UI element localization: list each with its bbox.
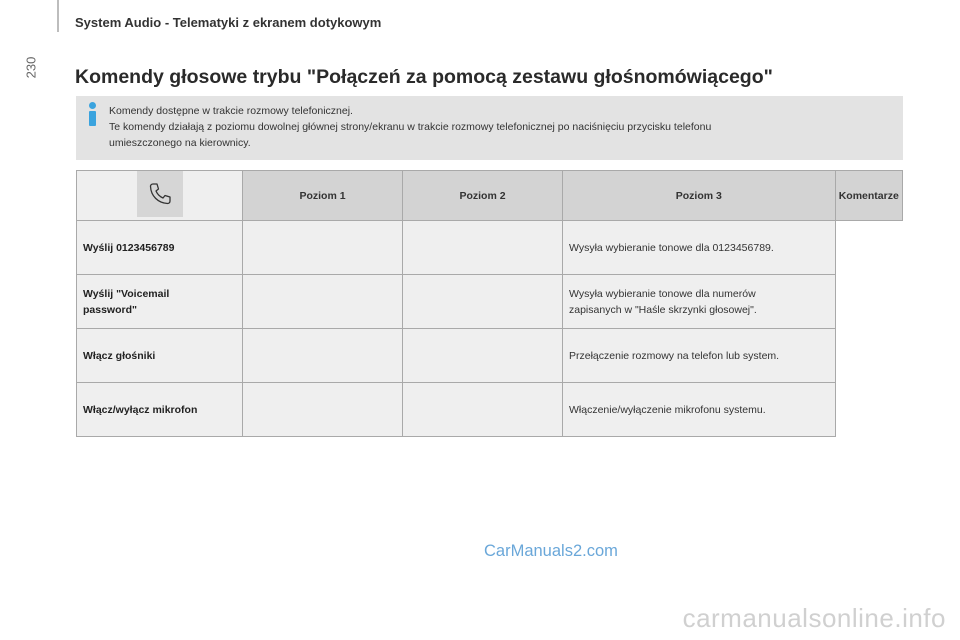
level3-cell — [403, 221, 563, 275]
column-header-level3: Poziom 3 — [563, 171, 836, 221]
phone-icon — [137, 171, 183, 217]
comment-text: Wysyła wybieranie tonowe dla numerów zapisanych w "Haśle skrzynki głosowej". — [569, 287, 757, 316]
table-row — [77, 221, 903, 275]
column-header-level2: Poziom 2 — [403, 171, 563, 221]
level2-cell — [243, 329, 403, 383]
icon-column — [77, 171, 243, 221]
level1-cell: Wyślij 0123456789 — [77, 221, 243, 275]
level1-cell: Włącz/wyłącz mikrofon — [77, 383, 243, 437]
column-header-level1: Poziom 1 — [243, 171, 403, 221]
page-title: Komendy głosowe trybu "Połączeń za pomocą zestawu głośnomówiącego" — [75, 66, 773, 88]
level1-cell — [77, 275, 243, 329]
side-rule — [57, 0, 59, 32]
header-title: System Audio - Telematyki z ekranem dotykowym — [75, 15, 382, 30]
level3-cell — [403, 383, 563, 437]
info-box — [76, 96, 903, 160]
table-row — [77, 383, 903, 437]
table-row — [77, 329, 903, 383]
level3-cell — [403, 329, 563, 383]
comment-cell: Wysyła wybieranie tonowe dla 0123456789. — [563, 221, 836, 275]
comment-cell: Przełączenie rozmowy na telefon lub system. — [563, 329, 836, 383]
watermark-footer: carmanualsonline.info — [682, 603, 946, 633]
info-line: Komendy dostępne w trakcie rozmowy telefonicznej. — [109, 105, 353, 117]
level2-cell — [243, 221, 403, 275]
watermark-link[interactable]: CarManuals2.com — [484, 542, 618, 560]
comment-cell — [563, 275, 836, 329]
comment-cell: Włączenie/wyłączenie mikrofonu systemu. — [563, 383, 836, 437]
info-line: Te komendy działają z poziomu dowolnej głównej strony/ekranu w trakcie rozmowy telefonicznej po naciśnięciu przycisku telefonu — [109, 121, 712, 133]
level3-cell — [403, 275, 563, 329]
level1-cell: Włącz głośniki — [77, 329, 243, 383]
info-text — [109, 103, 893, 151]
table-row — [77, 275, 903, 329]
column-header-comments: Komentarze — [835, 171, 902, 221]
voice-commands-table — [76, 170, 903, 437]
level2-cell — [243, 383, 403, 437]
info-icon — [86, 102, 100, 126]
level1-text: Wyślij "Voicemail password" — [83, 287, 170, 316]
page-number: 230 — [23, 56, 39, 79]
level2-cell — [243, 275, 403, 329]
info-line: umieszczonego na kierownicy. — [109, 137, 251, 149]
